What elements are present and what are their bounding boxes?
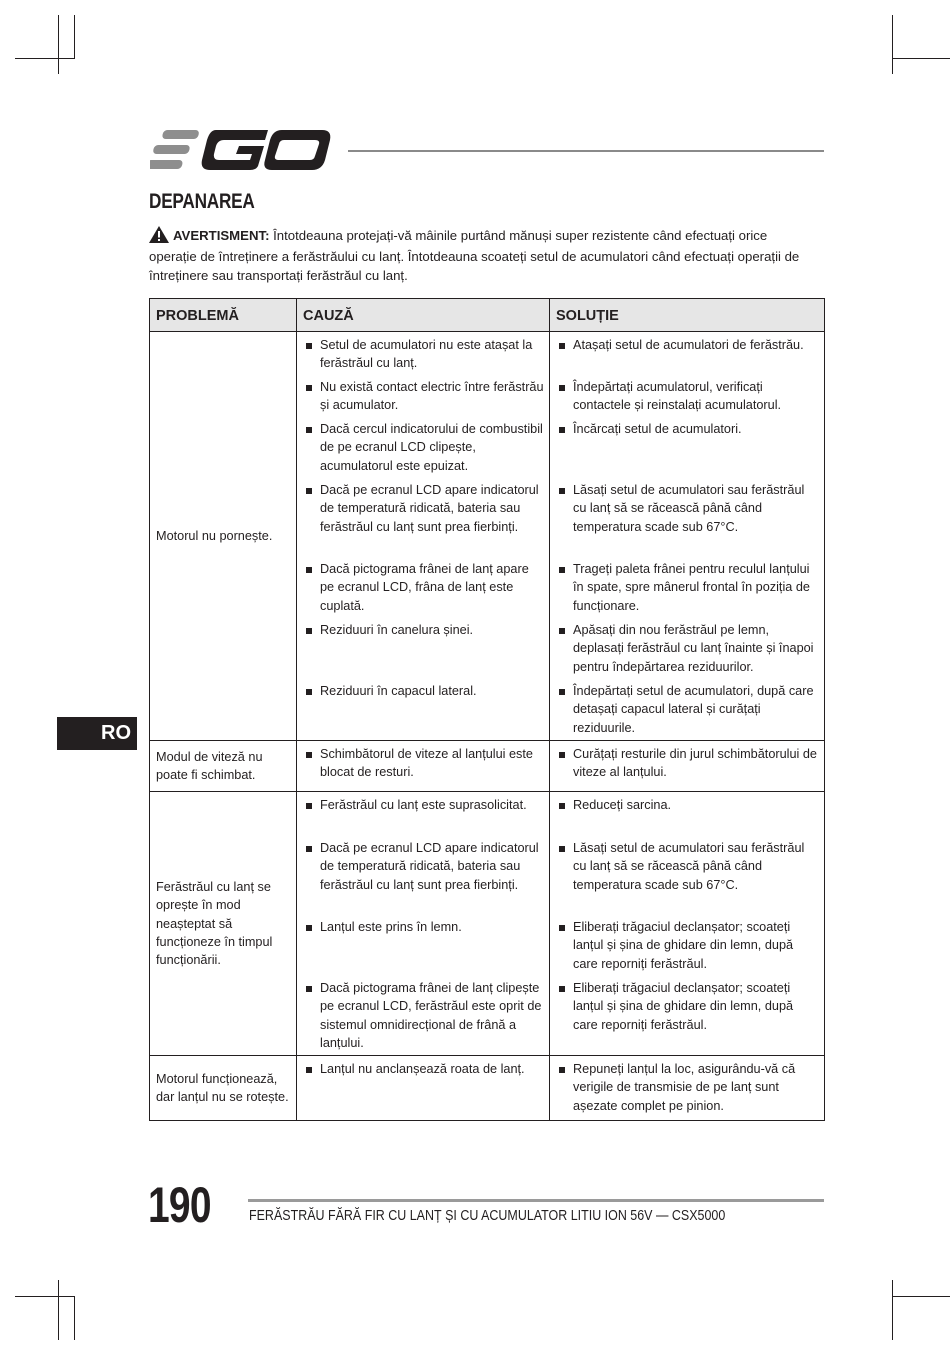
crop-mark: [892, 15, 893, 74]
cause-item: Dacă pe ecranul LCD apare indicatorul de temperatură ridicată, bateria sau ferăstrăul cu lanț sunt prea fierbinți.: [303, 481, 545, 554]
table-row: [150, 792, 825, 1056]
problem-cell: Modul de viteză nu poate fi schimbat.: [150, 741, 297, 792]
table-header-row: [150, 299, 825, 332]
ego-logo: [150, 128, 332, 172]
warning-paragraph: [149, 226, 809, 285]
column-header-problem: PROBLEMĂ: [150, 299, 297, 332]
footer-rule: [248, 1199, 824, 1202]
cause-cell: [297, 792, 550, 1056]
cause-item: Lanțul nu anclanșează roata de lanț.: [303, 1060, 545, 1112]
solution-item: Îndepărtați acumulatorul, verificați contactele și reinstalați acumulatorul.: [556, 378, 820, 414]
cause-item: Dacă pe ecranul LCD apare indicatorul de temperatură ridicată, bateria sau ferăstrăul cu lanț sunt prea fierbinți.: [303, 839, 545, 912]
header-rule: [348, 150, 824, 152]
crop-mark: [74, 15, 75, 59]
crop-mark: [58, 15, 59, 74]
solution-cell: [550, 332, 825, 741]
cause-item: Setul de acumulatori nu este atașat la ferăstrăul cu lanț.: [303, 336, 545, 372]
cause-item: Dacă pictograma frânei de lanț clipește pe ecranul LCD, ferăstrăul este oprit de sistemul omnidirecțional de frână a lanțului.: [303, 979, 545, 1047]
solution-cell: [550, 741, 825, 792]
cause-item: Reziduuri în capacul lateral.: [303, 682, 545, 732]
column-header-cause: CAUZĂ: [297, 299, 550, 332]
solution-item: Încărcați setul de acumulatori.: [556, 420, 820, 475]
section-title: DEPANAREA: [149, 190, 255, 213]
cause-item: Lanțul este prins în lemn.: [303, 918, 545, 973]
solution-item: Lăsați setul de acumulatori sau ferăstrăul cu lanț să se răcească până când temperatura scade sub 67°C.: [556, 839, 820, 912]
problem-cell: Motorul nu pornește.: [150, 332, 297, 741]
solution-cell: [550, 1056, 825, 1121]
solution-item: Eliberați trăgaciul declanșator; scoateți lanțul și șina de ghidare din lemn, după care reporniți ferăstrăul.: [556, 979, 820, 1047]
crop-mark: [58, 1280, 59, 1340]
language-tab-label: RO: [101, 722, 131, 744]
solution-item: Eliberați trăgaciul declanșator; scoateți lanțul și șina de ghidare din lemn, după care reporniți ferăstrăul.: [556, 918, 820, 973]
solution-item: Îndepărtați setul de acumulatori, după care detașați capacul lateral și curățați reziduurile.: [556, 682, 820, 732]
problem-cell: Ferăstrăul cu lanț se oprește în mod neașteptat să funcționeze în timpul funcționării.: [150, 792, 297, 1056]
cause-cell: [297, 741, 550, 792]
cause-item: Nu există contact electric între ferăstrău și acumulator.: [303, 378, 545, 414]
table-row: [150, 741, 825, 792]
warning-text: Întotdeauna protejați-vă mâinile purtând mănuși super rezistente când efectuați orice operație de întreținere a ferăstrăului cu lanț. Întotdeauna scoateți setul de acumulatori când efectuați operații de întreținere sau transportați ferăstrăul cu lanț.: [149, 228, 800, 283]
cause-item: Dacă cercul indicatorului de combustibil de pe ecranul LCD clipește, acumulatorul este epuizat.: [303, 420, 545, 475]
cause-cell: [297, 1056, 550, 1121]
solution-item: Repuneți lanțul la loc, asigurându-vă că verigile de transmisie de pe lanț sunt așezate complet pe pinion.: [556, 1060, 820, 1112]
cause-item: Schimbătorul de viteze al lanțului este blocat de resturi.: [303, 745, 545, 783]
table-row: [150, 1056, 825, 1121]
cause-item: Ferăstrăul cu lanț este suprasolicitat.: [303, 796, 545, 833]
solution-item: Curățați resturile din jurul schimbătorului de viteze al lanțului.: [556, 745, 820, 783]
solution-cell: [550, 792, 825, 1056]
crop-mark: [74, 1296, 75, 1340]
crop-mark: [15, 1296, 74, 1297]
column-header-solution: SOLUȚIE: [550, 299, 825, 332]
troubleshooting-table: [149, 298, 825, 1121]
crop-mark: [892, 58, 950, 59]
cause-item: Reziduuri în canelura șinei.: [303, 621, 545, 676]
solution-item: Lăsați setul de acumulatori sau ferăstrăul cu lanț să se răcească până când temperatura scade sub 67°C.: [556, 481, 820, 554]
footer-title: FERĂSTRĂU FĂRĂ FIR CU LANȚ ȘI CU ACUMULATOR LITIU ION 56V — CSX5000: [249, 1208, 726, 1224]
solution-item: Atașați setul de acumulatori de ferăstrău.: [556, 336, 820, 372]
crop-mark: [15, 58, 74, 59]
warning-triangle-icon: [149, 226, 169, 248]
solution-item: Apăsați din nou ferăstrăul pe lemn, deplasați ferăstrăul cu lanț înainte și înapoi pentru îndepărtarea reziduurilor.: [556, 621, 820, 676]
warning-label: AVERTISMENT:: [173, 228, 270, 243]
crop-mark: [892, 1280, 893, 1340]
crop-mark: [892, 1296, 950, 1297]
table-row: [150, 332, 825, 741]
page-number: 190: [148, 1177, 211, 1233]
solution-item: Trageți paleta frânei pentru reculul lanțului în spate, spre mânerul frontal în poziția de funcționare.: [556, 560, 820, 615]
cause-item: Dacă pictograma frânei de lanț apare pe ecranul LCD, frâna de lanț este cuplată.: [303, 560, 545, 615]
language-tab: [57, 717, 137, 750]
problem-cell: Motorul funcționează, dar lanțul nu se rotește.: [150, 1056, 297, 1121]
cause-cell: [297, 332, 550, 741]
solution-item: Reduceți sarcina.: [556, 796, 820, 833]
